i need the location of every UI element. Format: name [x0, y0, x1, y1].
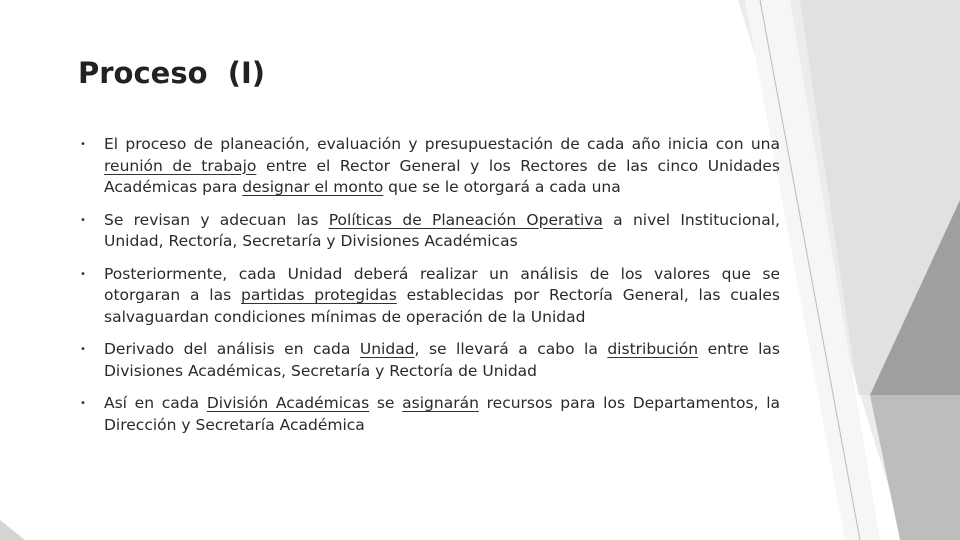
underlined-term: asignarán: [402, 394, 479, 412]
text-segment: recursos para los Departamentos, la Dirección y Secretaría Académica: [104, 394, 780, 434]
text-segment: a nivel Institucional, Unidad, Rectoría, Secretaría y Divisiones Académicas: [104, 210, 780, 250]
bullet-text: [104, 265, 780, 326]
bullet-dot-icon: •: [80, 214, 86, 226]
underlined-term: División Académicas: [206, 394, 370, 412]
bullet-item: [80, 134, 780, 199]
text-segment: establecidas por Rectoría General, las cuales salvaguardan condiciones mínimas de operación de la Unidad: [104, 286, 780, 326]
text-segment: Derivado del análisis en cada: [104, 340, 360, 358]
underlined-term: designar el monto: [242, 178, 384, 196]
text-segment: que se le otorgará a cada una: [383, 178, 621, 196]
text-segment: Así en cada: [104, 394, 207, 412]
text-segment: entre el Rector General y los Rectores de las cinco Unidades Académicas para: [104, 156, 780, 196]
underlined-term: partidas protegidas: [240, 286, 397, 304]
bullet-text: [104, 394, 780, 434]
bullet-dot-icon: •: [80, 344, 86, 355]
text-segment: , se llevará a cabo la: [414, 340, 608, 358]
text-segment: El proceso de planeación, evaluación y presupuestación de cada año inicia con una: [104, 135, 780, 153]
bullet-item: [80, 210, 780, 253]
slide-title: Proceso (I): [78, 56, 266, 90]
bullet-item: [80, 264, 780, 329]
bullet-text: [104, 135, 780, 196]
underlined-term: distribución: [607, 340, 699, 358]
underlined-term: reunión de trabajo: [104, 156, 257, 175]
text-segment: Se revisan y adecuan las: [104, 210, 329, 229]
bullet-dot-icon: •: [80, 398, 86, 409]
bullet-text: [104, 340, 780, 380]
bullet-list: [80, 134, 780, 447]
text-segment: se: [369, 394, 403, 412]
text-segment: Posteriormente, cada Unidad deberá realizar un análisis de los valores que se otorgaran a las: [104, 264, 780, 304]
bullet-dot-icon: •: [80, 139, 86, 150]
underlined-term: Unidad: [359, 340, 415, 358]
bullet-item: [80, 339, 780, 382]
bullet-text: [104, 211, 780, 251]
bullet-dot-icon: •: [80, 268, 86, 280]
underlined-term: Políticas de Planeación Operativa: [328, 210, 603, 229]
text-segment: entre las Divisiones Académicas, Secretaría y Rectoría de Unidad: [104, 340, 780, 380]
deco-bottom-left-triangle: [0, 520, 25, 540]
bullet-item: [80, 393, 780, 436]
